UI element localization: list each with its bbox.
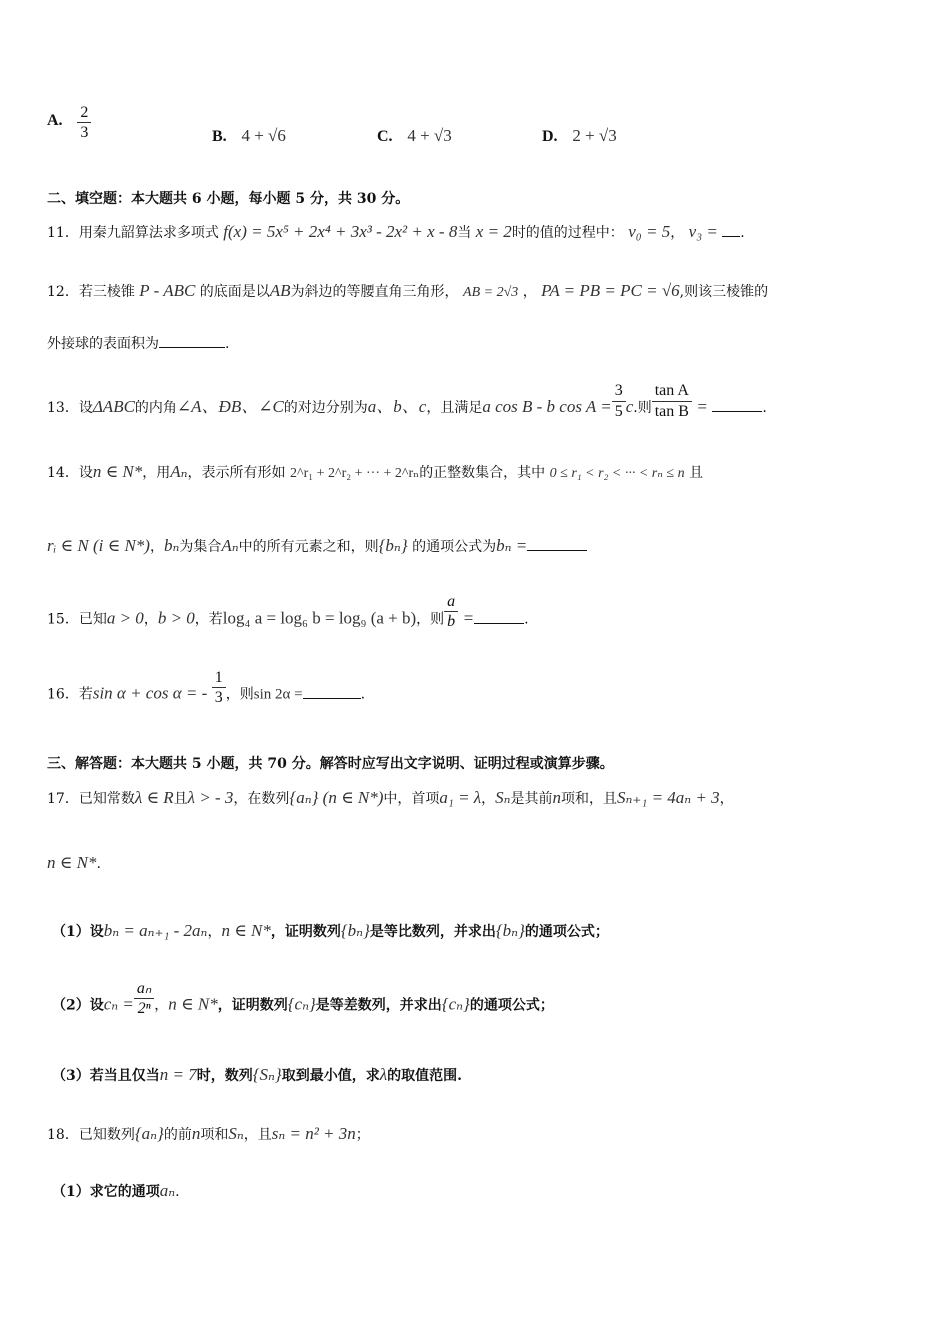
question-17-part1: （1）设bₙ = aₙ₊₁ - 2aₙ，n ∈ N*，证明数列{bₙ}是等比数列，并求出{bₙ}的通项公式；	[52, 921, 609, 940]
question-17-line2: n ∈ N*.	[47, 853, 101, 872]
option-letter: D.	[542, 128, 558, 145]
question-14-line2: rᵢ ∈ N (i ∈ N*)，bₙ为集合Aₙ中的所有元素之和，则{bₙ} 的通项公式为bₙ =	[47, 536, 587, 556]
question-17-part3: （3）若当且仅当n = 7时，数列{Sₙ}取到最小值，求λ的取值范围.	[52, 1065, 462, 1084]
question-13: 13．设ΔABC的内角∠A、ÐB、∠C的对边分别为a、b、c，且满足a cos B - b cos A = $\frac{3}{5}$ c.则 $\frac{\text{tan A}}{\text{tan B}}$ = .	[47, 382, 767, 420]
question-17: 17．已知常数λ ∈ R且λ > - 3，在数列{aₙ} (n ∈ N*)中，首项a₁ = λ，Sₙ是其前n项和，且Sₙ₊₁ = 4aₙ + 3，	[47, 788, 734, 807]
question-11: 11．用秦九韶算法求多项式 f(x) = 5x⁵ + 2x⁴ + 3x³ - 2x² + x - 8当 x = 2时的值的过程中： v₀ = 5， v₃ = .	[47, 222, 745, 241]
question-15: 15．已知a > 0，b > 0，若log₄ a = log₆ b = log₉ (a + b)，则 $\frac{a}{b}$ = .	[47, 593, 529, 631]
answer-blank[interactable]	[527, 536, 587, 551]
section-heading-fill-blank: 二、填空题：本大题共 6 小题，每小题 5 分，共 30 分。	[47, 191, 410, 207]
question-18: 18．已知数列{aₙ}的前n项和Sₙ，且sₙ = n² + 3n；	[47, 1124, 370, 1143]
option-a	[47, 103, 91, 142]
answer-blank[interactable]	[303, 684, 361, 699]
question-14: 14．设n ∈ N*，用Aₙ，表示所有形如 2^r₁ + 2^r₂ + ··· + 2^rₙ的正整数集合，其中 0 ≤ r₁ < r₂ < ··· < rₙ ≤ n 且	[47, 462, 704, 481]
option-letter: A.	[47, 111, 63, 129]
option-c	[377, 126, 452, 146]
option-d	[542, 126, 617, 146]
question-17-part2: （2）设cₙ = $\frac{\text{aₙ}}{\text{2ⁿ}}$ ，n ∈ N*，证明数列{cₙ}是等差数列，并求出{cₙ}的通项公式；	[52, 980, 554, 1018]
option-value: 4 + √6	[241, 126, 286, 145]
question-16: 16．若sin α + cos α = - $\frac{1}{3}$ ，则sin 2α = .	[47, 669, 366, 707]
question-12-line2: 外接球的表面积为 .	[47, 333, 229, 353]
question-12: 12．若三棱锥 P - ABC 的底面是以AB为斜边的等腰直角三角形， AB = 2√3 ， PA = PB = PC = √6,则该三棱锥的	[47, 281, 769, 300]
option-letter: B.	[212, 128, 227, 145]
answer-blank[interactable]	[712, 397, 762, 412]
option-letter: C.	[377, 128, 393, 145]
answer-blank[interactable]	[159, 333, 225, 348]
answer-blank[interactable]	[474, 609, 524, 624]
answer-blank[interactable]	[722, 222, 740, 237]
section-heading-solutions: 三、解答题：本大题共 5 小题，共 70 分。解答时应写出文字说明、证明过程或演算步骤。	[47, 756, 614, 772]
option-b	[212, 126, 286, 146]
option-value: 2 + √3	[572, 126, 617, 145]
option-fraction: $\frac{2}{3}$	[77, 103, 91, 142]
polynomial: f(x) = 5x⁵ + 2x⁴ + 3x³ - 2x² + x - 8	[223, 222, 458, 241]
question-18-part1: （1）求它的通项aₙ.	[52, 1181, 180, 1200]
option-value: 4 + √3	[407, 126, 452, 145]
